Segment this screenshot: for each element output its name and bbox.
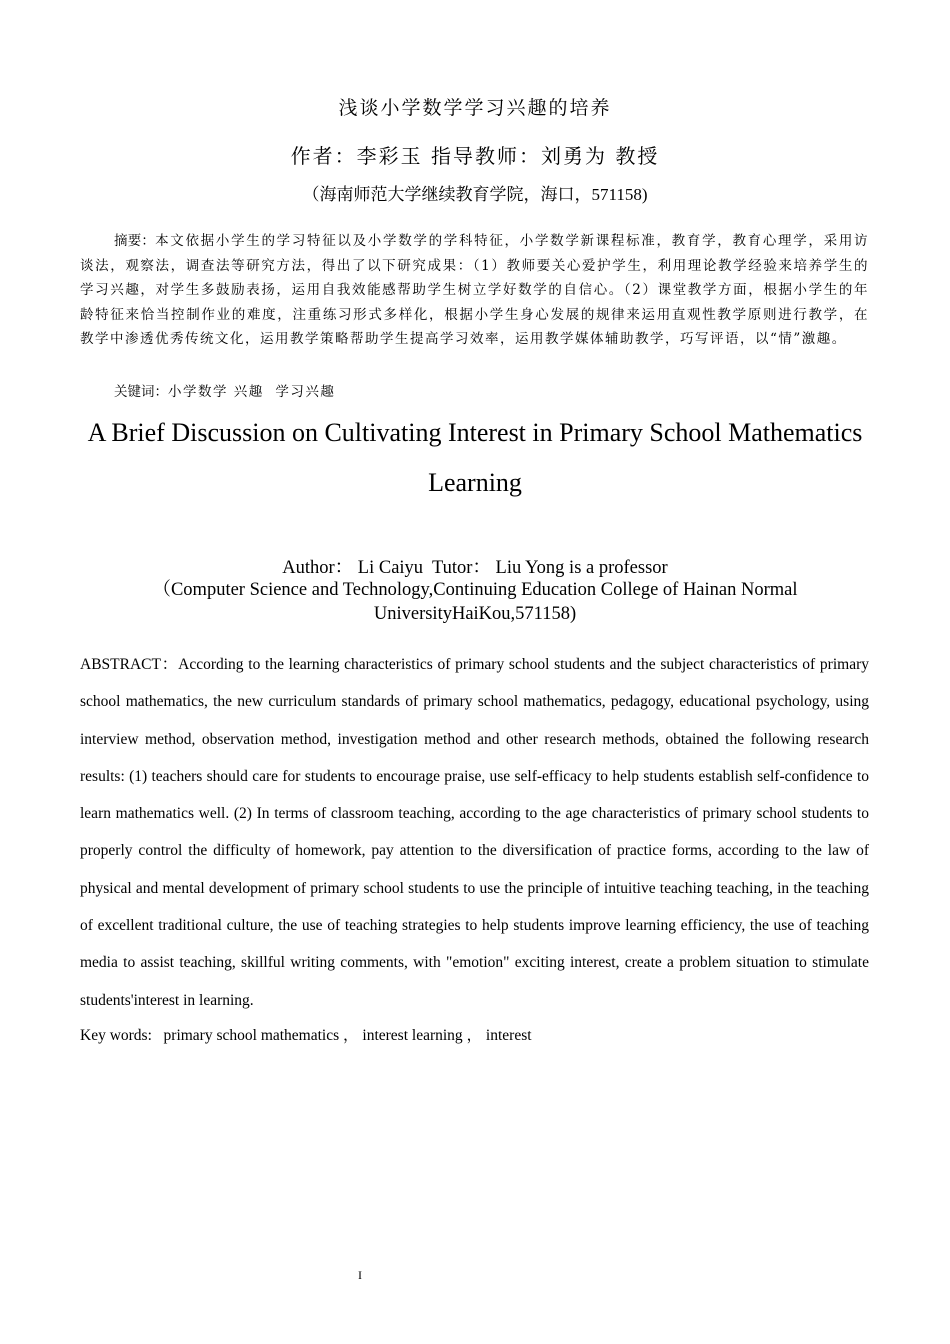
chinese-title: 浅谈小学数学学习兴趣的培养: [338, 97, 612, 119]
chinese-abstract-text: 本文依据小学生的学习特征以及小学数学的学科特征，小学数学新课程标准，教育学，教育心理学，采用访谈法，观察法，调查法等研究方法，得出了以下研究成果：（1）教师要关心爱护学生，利用理论教学经验来培养学生的学习兴趣，对学生多鼓励表扬，运用自我效能感帮助学生树立学好数学的自信心。（2）课堂教学方面，根据小学生的年龄特征来恰当控制作业的难度，注重练习形式多样化，根据小学生身心发展的规律来运用直观性教学原则进行教学，在教学中渗透优秀传统文化，运用教学策略帮助学生提高学习效率，运用教学媒体辅助教学，巧写评语，以“情”激趣。: [80, 233, 870, 347]
chinese-abstract: [80, 229, 869, 352]
english-abstract-text: According to the learning characteristics of primary school students and the subject characteristics of primary school mathematics, the new curriculum standards of primary school mathematics, pedagogy, educational psychology, using interview method, observation method, investigation method and other research methods, obtained the following research results: (1) teachers should care for students to encourage praise, use self-efficacy to help students establish self-confidence to learn mathematics well. (2) In terms of classroom teaching, according to the age characteristics of primary school students to properly control the difficulty of homework, pay attention to the diversification of practice forms, according to the law of physical and mental development of primary school students to use the principle of intuitive teaching teaching, in the teaching of excellent traditional culture, the use of teaching strategies to help students improve learning efficiency, the use of teaching media to assist teaching, skillful writing comments, with "emotion" exciting interest, create a problem situation to stimulate students'interest in learning.: [80, 656, 869, 1009]
english-keywords-text: primary school mathematics ， interest learning ， interest: [151, 1027, 532, 1044]
english-title: A Brief Discussion on Cultivating Interest in Primary School Mathematics Learning: [87, 418, 863, 497]
english-affiliation: （Computer Science and Technology,Continuing Education College of Hainan Normal UniversityHaiKou,571158): [152, 580, 798, 624]
chinese-keywords: [114, 380, 335, 400]
chinese-keywords-label: 关键词：: [114, 384, 168, 400]
chinese-keywords-text: 小学数学 兴趣 学习兴趣: [168, 384, 336, 400]
chinese-abstract-label: 摘要：: [114, 233, 156, 249]
english-author-line: Author： Li Caiyu Tutor： Liu Yong is a professor: [282, 558, 668, 578]
page-number: I: [358, 1268, 362, 1282]
chinese-affiliation: （海南师范大学继续教育学院，海口，571158): [302, 185, 648, 204]
english-abstract-label: ABSTRACT：: [80, 656, 179, 673]
english-abstract: [80, 646, 869, 1019]
chinese-author-line: 作者：李彩玉 指导教师：刘勇为 教授: [290, 144, 660, 168]
english-keywords-label: Key words:: [80, 1027, 152, 1044]
english-keywords: [80, 1023, 532, 1045]
